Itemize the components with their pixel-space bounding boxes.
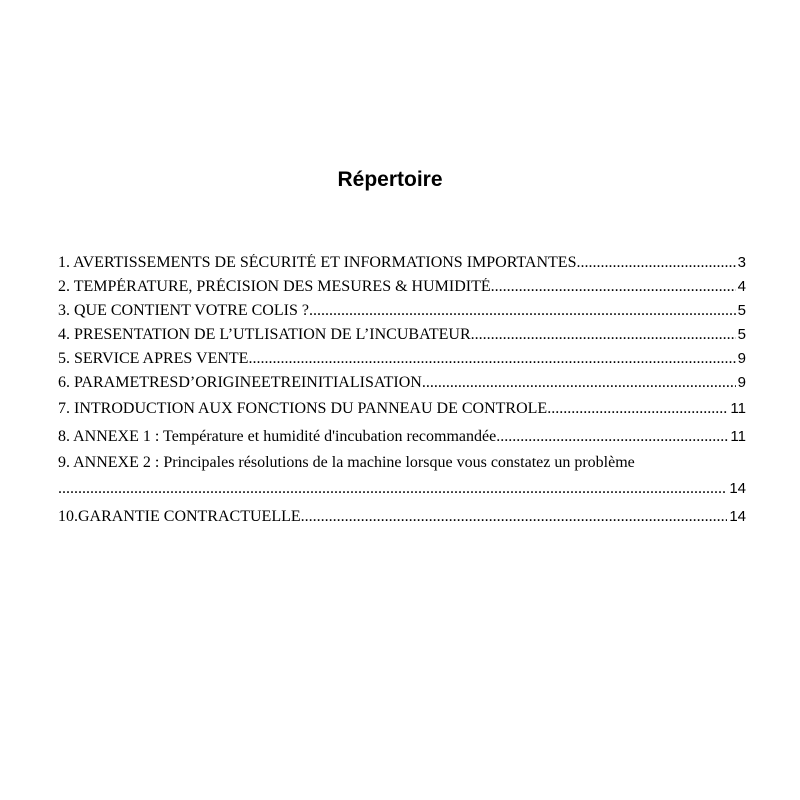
page-title: Répertoire: [337, 168, 443, 191]
toc-leader-dots: [471, 326, 736, 344]
toc-entry-page: 5: [737, 326, 746, 343]
toc-entry-title: 9. ANNEXE 2 : Principales résolutions de la machine lorsque vous constatez un problème: [58, 454, 635, 471]
toc-leader-dots: [301, 508, 728, 526]
toc-entry: [58, 254, 746, 278]
toc-entry-page: 9: [737, 374, 746, 391]
toc-entry: [58, 302, 746, 326]
toc-entry-page: 9: [737, 350, 746, 367]
toc-entry: [58, 326, 746, 350]
toc-entry-page: 3: [737, 254, 746, 271]
toc-entry-title: 8. ANNEXE 1 : Température et humidité d'incubation recommandée: [58, 428, 497, 445]
toc-leader-dots: [496, 428, 728, 446]
toc-entry-page: 11: [730, 428, 746, 445]
toc-leader-dots: [58, 480, 727, 498]
toc-entry: [58, 428, 746, 454]
toc-leader-dots: [576, 254, 735, 272]
toc-entry-page: 11: [730, 400, 746, 417]
toc-entry-title: 7. INTRODUCTION AUX FONCTIONS DU PANNEAU DE CONTROLE: [58, 400, 548, 417]
toc-leader-dots: [248, 350, 735, 368]
toc-entry-page: 14: [729, 480, 746, 497]
toc-entry: [58, 508, 746, 534]
toc-entry: [58, 278, 746, 302]
toc-entry: [58, 374, 746, 398]
toc-entry: [58, 350, 746, 374]
toc-entry-title: 2. TEMPÉRATURE, PRÉCISION DES MESURES & HUMIDITÉ: [58, 278, 491, 295]
toc-entry-page: 4: [737, 278, 746, 295]
toc-entry: [58, 400, 746, 426]
toc-entry: [58, 454, 746, 480]
toc-entry-title: 1. AVERTISSEMENTS DE SÉCURITÉ ET INFORMATIONS IMPORTANTES: [58, 254, 577, 271]
toc-entry-page: 14: [729, 508, 746, 525]
toc-entry-continuation: [58, 480, 746, 508]
toc-entry-page: 5: [737, 302, 746, 319]
toc-leader-dots: [491, 278, 736, 296]
toc-entry-title: 6. PARAMETRESD’ORIGINEETREINITIALISATION: [58, 374, 422, 391]
toc-leader-dots: [309, 302, 736, 320]
table-of-contents: [58, 254, 746, 534]
toc-leader-dots: [422, 374, 736, 392]
toc-entry-title: 10.GARANTIE CONTRACTUELLE: [58, 508, 301, 525]
toc-entry-title: 5. SERVICE APRES VENTE: [58, 350, 249, 367]
toc-leader-dots: [547, 400, 728, 418]
toc-entry-title: 4. PRESENTATION DE L’UTLISATION DE L’INCUBATEUR: [58, 326, 471, 343]
toc-entry-title: 3. QUE CONTIENT VOTRE COLIS ?: [58, 302, 309, 319]
